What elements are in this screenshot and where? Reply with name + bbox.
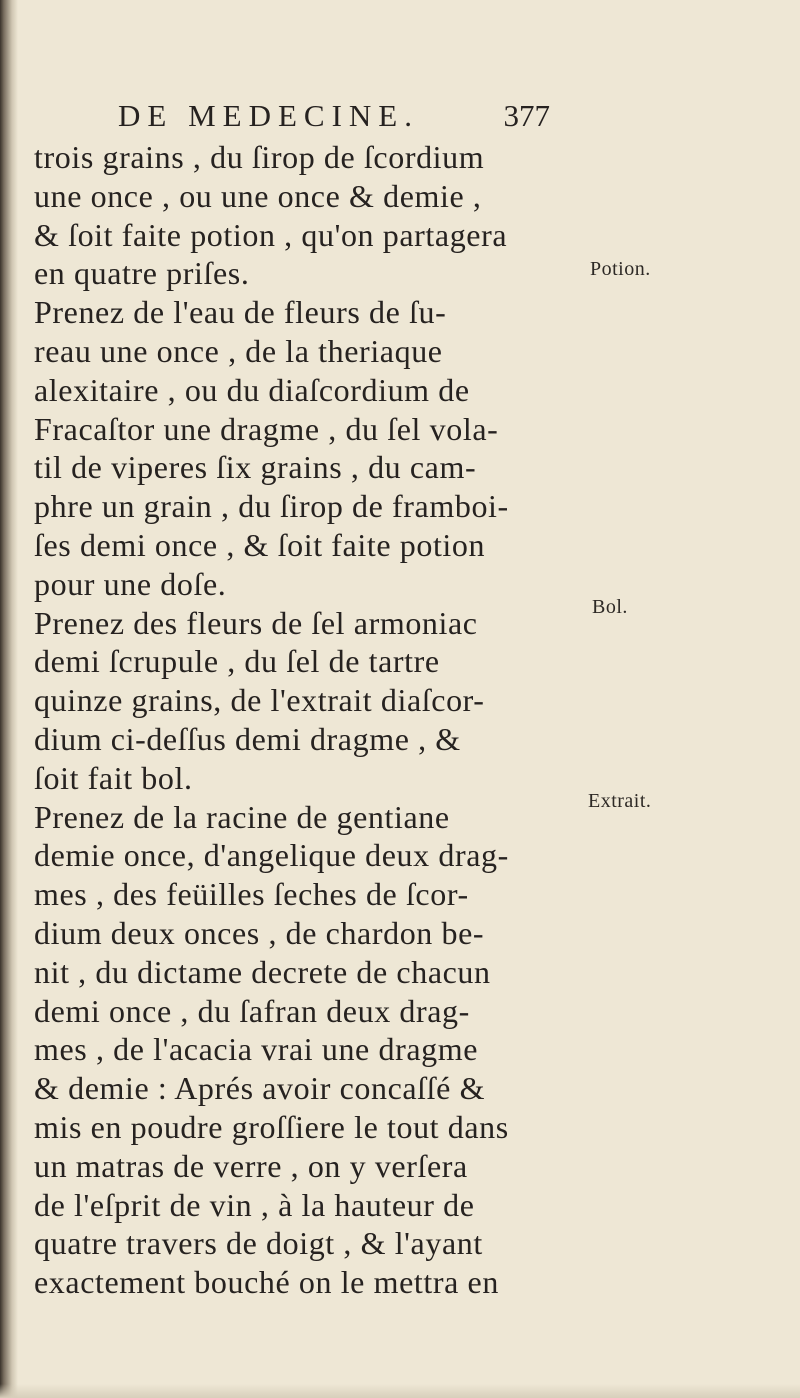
margin-note-extrait: Extrait.: [588, 790, 652, 812]
text-line: ſes demi once , & ſoit faite potion: [34, 526, 486, 563]
page-number: 377: [503, 98, 550, 133]
text-line: ſoit fait bol.: [34, 759, 193, 796]
text-line: mes , de l'acacia vrai une dragme: [34, 1031, 479, 1068]
text-line: Prenez de l'eau de fleurs de ſu-: [34, 294, 447, 331]
text-line: quatre travers de doigt , & l'ayant: [34, 1225, 483, 1262]
text-line: phre un grain , du ſirop de framboi-: [34, 488, 509, 525]
text-line: Prenez des fleurs de ſel armoniac: [34, 604, 478, 641]
text-line: mis en poudre groſſiere le tout dans: [34, 1108, 509, 1145]
text-line: alexitaire , ou du diaſcordium de: [34, 371, 470, 408]
margin-note-potion: Potion.: [590, 258, 651, 280]
main-text: [34, 138, 564, 1302]
margin-note-bol: Bol.: [592, 596, 628, 618]
text-line: Prenez de la racine de gentiane: [34, 798, 450, 835]
text-line: dium ci-deſſus demi dragme , &: [34, 720, 461, 757]
text-line: en quatre priſes.: [34, 255, 250, 292]
text-line: Fracaſtor une dragme , du ſel vola-: [34, 410, 499, 447]
running-title: DE MEDECINE.: [118, 98, 419, 133]
running-head: [118, 98, 550, 138]
text-line: reau une once , de la theriaque: [34, 332, 443, 369]
text-line: de l'eſprit de vin , à la hauteur de: [34, 1186, 475, 1223]
text-line: demi once , du ſafran deux drag-: [34, 992, 470, 1029]
text-line: une once , ou une once & demie ,: [34, 177, 482, 214]
text-line: & demie : Aprés avoir concaſſé &: [34, 1070, 486, 1107]
text-line: pour une doſe.: [34, 565, 227, 602]
text-line: & ſoit faite potion , qu'on partagera: [34, 216, 508, 253]
text-line: quinze grains, de l'extrait diaſcor-: [34, 682, 485, 719]
gutter-shadow: [0, 0, 18, 1398]
text-line: til de viperes ſix grains , du cam-: [34, 449, 477, 486]
text-line: exactement bouché on le mettra en: [34, 1264, 499, 1301]
text-line: demi ſcrupule , du ſel de tartre: [34, 643, 440, 680]
text-line: trois grains , du ſirop de ſcordium: [34, 139, 485, 175]
text-line: nit , du dictame decrete de chacun: [34, 953, 491, 990]
bottom-shade: [0, 1384, 800, 1398]
text-line: dium deux onces , de chardon be-: [34, 914, 485, 951]
text-line: mes , des feüilles ſeches de ſcor-: [34, 876, 469, 913]
text-line: un matras de verre , on y verſera: [34, 1147, 468, 1184]
text-line: demie once, d'angelique deux drag-: [34, 837, 509, 874]
